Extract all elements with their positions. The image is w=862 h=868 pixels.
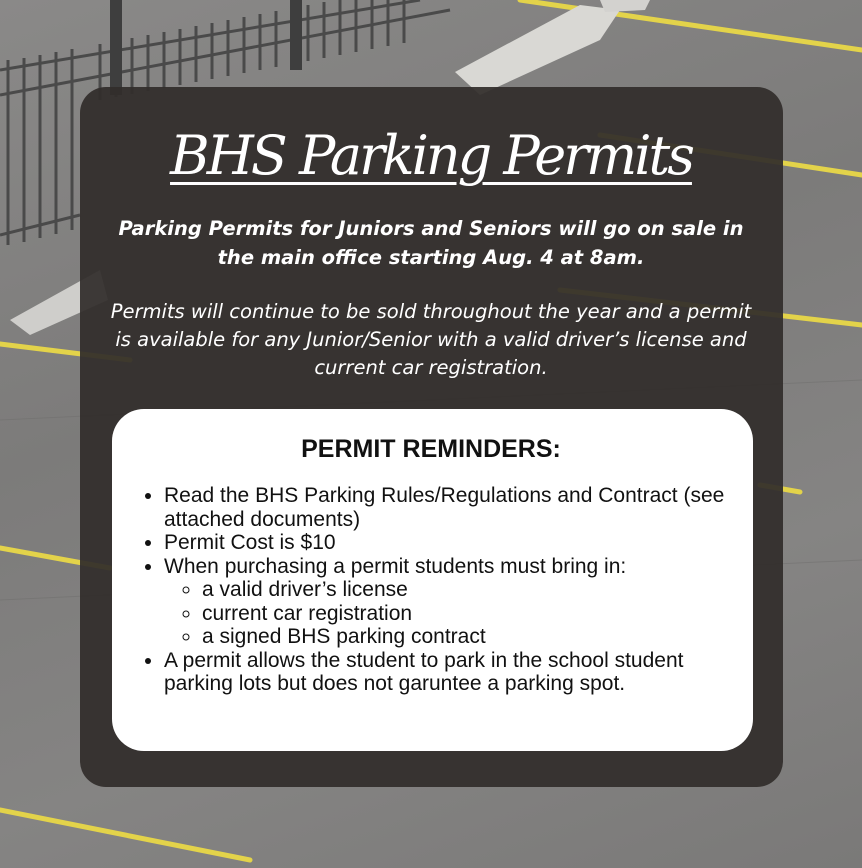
list-item [164,555,754,649]
reminders-list [140,484,754,696]
page-title: BHS Parking Permits [170,124,692,187]
sub-list-item: ◦ current car registration [202,602,754,626]
list-item: • Read the BHS Parking Rules/Regulations and Contract (see attached documents) [164,484,754,531]
lead-announcement: Parking Permits for Juniors and Seniors will go on sale in the main office starting Aug. 4 at 8am. [118,217,744,269]
list-item: • A permit allows the student to park in the school student parking lots but does not garuntee a parking spot. [164,649,754,696]
sub-list [164,578,754,649]
list-item: • Permit Cost is $10 [164,531,754,555]
reminders-heading: PERMIT REMINDERS: [301,435,561,463]
sub-list-item: ◦ a signed BHS parking contract [202,625,754,649]
sub-announcement: Permits will continue to be sold throughout the year and a permit is available for any Junior/Senior with a valid driver’s license and current car registration. [110,300,752,379]
sub-list-item: ◦ a valid driver’s license [202,578,754,602]
list-item-text: When purchasing a permit students must bring in: [164,554,627,578]
